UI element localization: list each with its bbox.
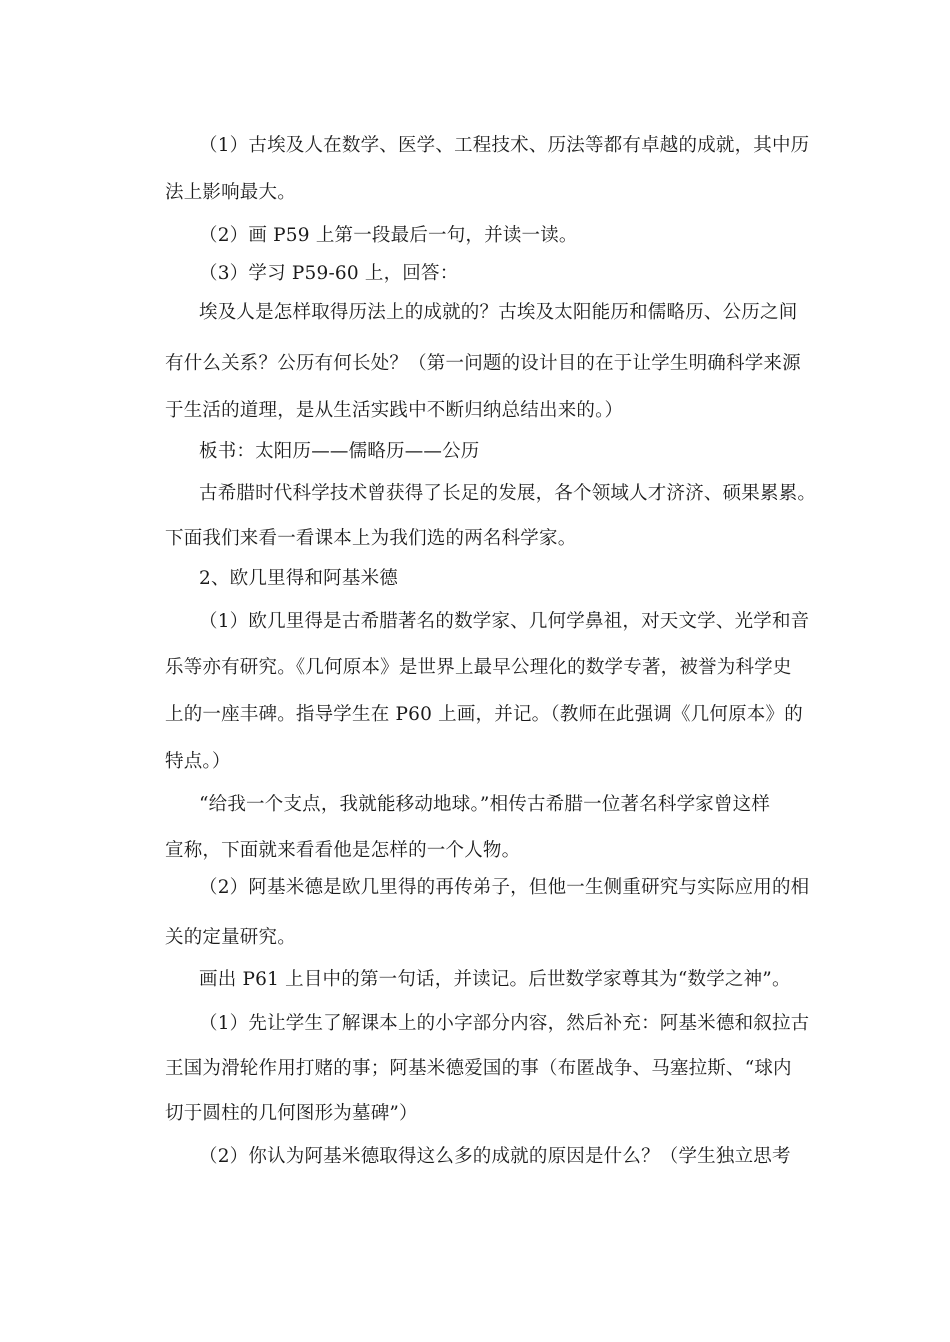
text-line: （1）欧几里得是古希腊著名的数学家、几何学鼻祖，对天文学、光学和音 <box>199 611 810 632</box>
text-line: 古希腊时代科学技术曾获得了长足的发展，各个领域人才济济、硕果累累。 <box>199 483 817 504</box>
text-line: 上的一座丰碑。指导学生在 P60 上画，并记。（教师在此强调《几何原本》的 <box>165 704 803 725</box>
text-line: 埃及人是怎样取得历法上的成就的？古埃及太阳能历和儒略历、公历之间 <box>199 302 798 323</box>
text-line: 板书：太阳历——儒略历——公历 <box>199 441 480 462</box>
text-line: （2）你认为阿基米德取得这么多的成就的原因是什么？（学生独立思考 <box>199 1146 791 1167</box>
text-line: 有什么关系？公历有何长处？（第一问题的设计目的在于让学生明确科学来源 <box>165 353 801 374</box>
text-line: （2）画 P59 上第一段最后一句，并读一读。 <box>199 225 578 246</box>
text-line: 于生活的道理，是从生活实践中不断归纳总结出来的。） <box>165 400 624 421</box>
text-line: 宣称，下面就来看看他是怎样的一个人物。 <box>165 840 521 861</box>
text-line: 法上影响最大。 <box>165 182 296 203</box>
text-line: 下面我们来看一看课本上为我们选的两名科学家。 <box>165 528 577 549</box>
text-line: （1）先让学生了解课本上的小字部分内容，然后补充：阿基米德和叙拉古 <box>199 1013 810 1034</box>
text-line: （1）古埃及人在数学、医学、工程技术、历法等都有卓越的成就，其中历 <box>199 135 810 156</box>
text-line: （2）阿基米德是欧几里得的再传弟子，但他一生侧重研究与实际应用的相 <box>199 877 810 898</box>
text-line: 乐等亦有研究。《几何原本》是世界上最早公理化的数学专著，被誉为科学史 <box>165 657 792 678</box>
text-line: 王国为滑轮作用打赌的事；阿基米德爱国的事（布匿战争、马塞拉斯、“球内 <box>165 1058 792 1079</box>
section-heading: 2、欧几里得和阿基米德 <box>199 568 398 589</box>
text-line: 特点。） <box>165 751 231 772</box>
text-line: 关的定量研究。 <box>165 927 296 948</box>
text-line: 切于圆柱的几何图形为墓碑”） <box>165 1103 418 1124</box>
text-line: （3）学习 P59-60 上，回答： <box>199 263 459 284</box>
text-line: 画出 P61 上目中的第一句话，并读记。后世数学家尊其为“数学之神”。 <box>199 969 791 990</box>
text-line: “给我一个支点，我就能移动地球。”相传古希腊一位著名科学家曾这样 <box>199 794 771 815</box>
